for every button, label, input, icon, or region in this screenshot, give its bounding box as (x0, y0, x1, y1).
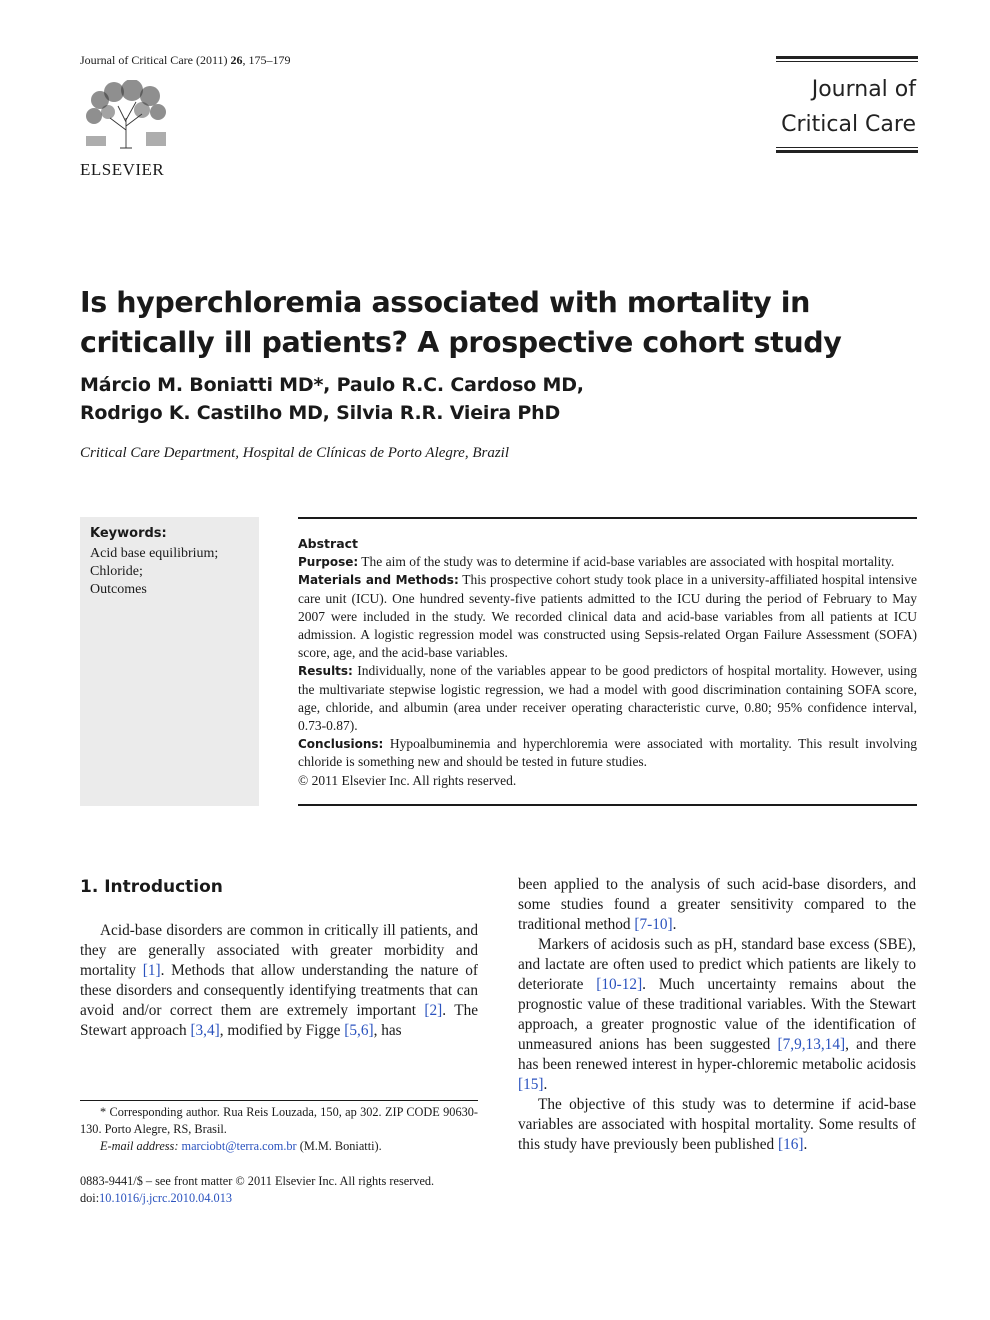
journal-name-line1: Journal of (811, 77, 916, 102)
abstract-title: Abstract (298, 536, 359, 551)
text-run: . Methods that allow understanding the nature of these disorders and consequently identifying treatments that can avoid and/or correct them are extremely important (80, 962, 478, 1019)
authors-line1: Márcio M. Boniatti MD*, Paulo R.C. Cardoso MD, (80, 374, 584, 396)
methods-text: This prospective cohort study took place in a university-affiliated hospital intensive care unit (ICU). One hundred seventy-five patients admitted to the ICU during the period of February to May 2007 were included in the study. We recorded clinical data and acid-base variables from all patients at ICU admission. A logistic regression model was constructed using Sepsis-related Organ Failure Assessment (SOFA) score, age, and the acid-base variables. (298, 572, 917, 661)
logo-rule-top-thin (776, 61, 918, 62)
citation-link[interactable]: [10-12] (596, 976, 643, 993)
intro-paragraph-1-cont (518, 875, 916, 935)
abstract-box (298, 517, 917, 806)
purpose-label: Purpose: (298, 555, 359, 570)
citation-link[interactable]: [1] (142, 962, 161, 979)
issn-line: 0883-9441/$ – see front matter © 2011 Elsevier Inc. All rights reserved. (80, 1174, 435, 1188)
purpose-text: The aim of the study was to determine if acid-base variables are associated with hospital mortality. (358, 554, 895, 570)
abstract-copyright: © 2011 Elsevier Inc. All rights reserved. (298, 772, 517, 788)
citation-link[interactable]: [7,9,13,14] (777, 1036, 846, 1053)
results-label: Results: (298, 664, 353, 679)
publisher-name: ELSEVIER (80, 160, 165, 179)
text-run: The objective of this study was to determine if acid-base variables are associated with hospital mortality. Some results of this study have previously been published (518, 1096, 916, 1153)
right-column (518, 875, 916, 1155)
intro-paragraph-2 (518, 935, 916, 1095)
doi-label: doi: (80, 1191, 100, 1205)
text-run: Acid-base disorders are common in critically ill patients, and they are generally associated with greater morbidity and mortality (80, 922, 478, 979)
text-run: , modified by Figge (219, 1022, 345, 1039)
abstract-conclusions (298, 735, 917, 771)
email-suffix: (M.M. Boniatti). (296, 1139, 382, 1153)
citation-link[interactable]: [16] (778, 1136, 804, 1153)
citation-link[interactable]: [3,4] (190, 1022, 220, 1039)
keywords-title: Keywords: (90, 526, 167, 541)
authors (80, 371, 780, 427)
results-text: Individually, none of the variables appear to be good predictors of hospital mortality. However, using the multivariate stepwise logistic regression, we had a model with good discrimination containing SOFA score, age, chloride, and albumin (area under receiver operating characteristic curve, 0.80; 95% confidence interval, 0.73-0.87). (298, 663, 917, 734)
keyword-item: Acid base equilibrium; (90, 546, 219, 561)
footnote (80, 1104, 478, 1155)
journal-name-line2: Critical Care (781, 112, 916, 137)
text-run: . (803, 1136, 808, 1153)
logo-rule-bottom-thin (776, 147, 918, 148)
abstract-purpose (298, 553, 917, 571)
keywords-list (90, 545, 218, 599)
citation-link[interactable]: [15] (518, 1076, 544, 1093)
citation-pages: , 175–179 (242, 53, 291, 67)
keywords-box (80, 517, 259, 806)
email-link[interactable]: marciobt@terra.com.br (181, 1139, 297, 1153)
email-label: E-mail address: (100, 1139, 179, 1153)
text-run: . The Stewart approach (80, 1002, 479, 1039)
left-column (80, 921, 478, 1041)
conclusions-label: Conclusions: (298, 737, 384, 752)
text-run: , has (373, 1022, 402, 1039)
text-run: . (543, 1076, 548, 1093)
citation-link[interactable]: [5,6] (344, 1022, 374, 1039)
intro-paragraph-1 (80, 921, 478, 1041)
footnote-divider (80, 1100, 478, 1101)
citation-link[interactable]: [7-10] (634, 916, 673, 933)
front-matter (80, 1173, 490, 1207)
intro-paragraph-3 (518, 1095, 916, 1155)
text-run: , and there has been renewed interest in hyper-chloremic metabolic acidosis (518, 1036, 916, 1073)
doi-line (80, 1190, 490, 1207)
authors-line2: Rodrigo K. Castilho MD, Silvia R.R. Vieira PhD (80, 402, 561, 424)
citation-line (80, 53, 291, 68)
keyword-item: Outcomes (90, 582, 147, 597)
email-line (80, 1138, 478, 1155)
logo-rule-bottom (776, 150, 918, 153)
article-title: Is hyperchloremia associated with mortality in critically ill patients? A prospective cohort study (80, 286, 842, 359)
citation-link[interactable]: [2] (424, 1002, 443, 1019)
section-heading-introduction: 1. Introduction (80, 877, 223, 897)
doi-link[interactable]: 10.1016/j.jcrc.2010.04.013 (99, 1191, 232, 1205)
logo-rule-top (776, 56, 918, 59)
citation-volume: 26 (230, 53, 243, 67)
keyword-item: Chloride; (90, 564, 143, 579)
citation-journal: Journal of Critical Care (2011) (80, 53, 231, 67)
conclusions-text: Hypoalbuminemia and hyperchloremia were associated with mortality. This result involving chloride is something new and should be tested in future studies. (298, 736, 917, 770)
abstract-methods (298, 571, 917, 662)
text-run: . Much uncertainty remains about the prognostic value of these traditional variables. With the Stewart approach, a greater prognostic value of the identification of unmeasured anions has been suggested (518, 976, 916, 1053)
corresponding-author: * Corresponding author. Rua Reis Louzada, 150, ap 302. ZIP CODE 90630-130. Porto Alegre, RS, Brasil. (80, 1105, 478, 1136)
text-run: been applied to the analysis of such acid-base disorders, and some studies found a greater sensitivity compared to the traditional method (518, 876, 916, 933)
elsevier-tree-logo (80, 80, 172, 150)
affiliation: Critical Care Department, Hospital de Clínicas de Porto Alegre, Brazil (80, 445, 510, 461)
abstract-results (298, 662, 917, 735)
text-run: Markers of acidosis such as pH, standard base excess (SBE), and lactate are often used to predict which patients are likely to deteriorate (518, 936, 916, 993)
methods-label: Materials and Methods: (298, 573, 459, 588)
journal-logo (776, 56, 918, 156)
text-run: . (672, 916, 677, 933)
journal-name (781, 72, 916, 142)
